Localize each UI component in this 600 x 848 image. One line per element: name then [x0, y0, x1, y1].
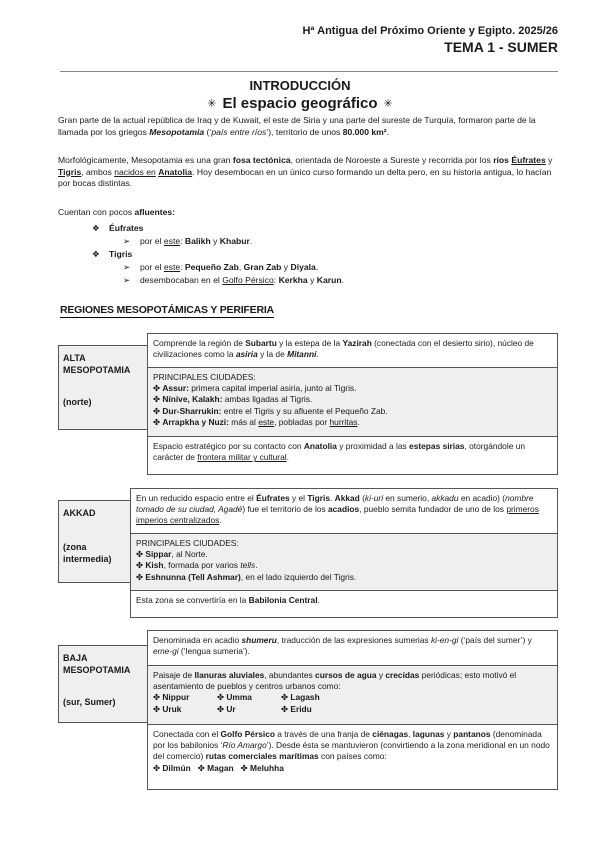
cross-bullet-icon: ✤ [153, 416, 161, 427]
baja-label: BAJA MESOPOTAMIA (sur, Sumer) [58, 645, 148, 723]
list-item: ❖ Tigris [92, 249, 133, 259]
diamond-bullet-icon: ❖ [92, 249, 100, 259]
cross-bullet-icon: ✤ [153, 383, 161, 394]
cross-bullet-icon: ✤ [153, 405, 161, 416]
cross-bullet-icon: ✤ [217, 703, 225, 714]
document-header [302, 24, 558, 56]
list-item: ✤ Lagash [281, 692, 320, 703]
baja-landscape: Paisaje de llanuras aluviales, abundantes cursos de agua y crecidas periódicas; esto motivó el asentamiento de pueblos y centros urbanos como: ✤ Nippur ✤ Umma ✤ Lagash ✤ Uruk ✤ Ur ✤ Eridu [148, 666, 557, 725]
list-item: ✤ Ur [217, 703, 236, 714]
course-title: Hª Antigua del Próximo Oriente y Egipto. 2025/26 [302, 25, 558, 37]
list-item: ❖ Éufrates [92, 223, 144, 233]
arrow-bullet-icon: ➢ [123, 262, 131, 272]
akkad-note: Esta zona se convertiría en la Babilonia Central. [136, 595, 320, 605]
star-icon: ✳ [207, 98, 217, 110]
alta-box [147, 333, 558, 475]
paragraph-intro: Gran parte de la actual república de Iraq y de Kuwait, el este de Siria y una parte del sureste de Turquía, formaron parte de la llamada por los griegos Mesopotamia (‘país entre ríos’), territorio de unos 80.000 km². [58, 115, 536, 137]
arrow-bullet-icon: ➢ [123, 236, 131, 246]
section-heading [0, 77, 600, 114]
list-item: ✤ Dilmún [153, 762, 191, 773]
cross-bullet-icon: ✤ [153, 762, 161, 773]
topic-title: TEMA 1 - SUMER [444, 39, 558, 55]
list-item: ✤ Magan [197, 762, 234, 773]
list-item: ✤ Umma [217, 692, 252, 703]
cross-bullet-icon: ✤ [136, 560, 144, 571]
cross-bullet-icon: ✤ [153, 692, 161, 703]
list-item: ✤ Nínive, Kalakh: ambas ligadas al Tigris. [153, 394, 313, 405]
list-item: ➢ desembocaban en el Golfo Pérsico: Kerkha y Karun. [123, 275, 345, 285]
header-divider [60, 71, 558, 72]
akkad-cities: PRINCIPALES CIUDADES: ✤ Sippar, al Norte. ✤ Kish, formada por varios tells. ✤ Eshnunna (Tell Ashmar), en el lado izquierdo del Tigris. [131, 534, 557, 591]
list-item: ✤ Meluhha [240, 762, 284, 773]
cross-bullet-icon: ✤ [136, 549, 144, 560]
cross-bullet-icon: ✤ [217, 692, 225, 703]
list-item: ✤ Eshnunna (Tell Ashmar), en el lado izquierdo del Tigris. [136, 571, 357, 582]
akkad-description: En un reducido espacio entre el Éufrates y el Tigris. Akkad (ki-uri en sumerio, akkadu en acadio) (nombre tomado de su ciudad, Agadé) fue el territorio de los acadios, pueblo semita fundador de uno de los primeros imperios centralizados. [131, 489, 557, 534]
list-item: ✤ Arrapkha y Nuzi: más al este, pobladas por hurritas. [153, 416, 360, 427]
akkad-label: AKKAD (zona intermedia) [58, 500, 131, 583]
baja-cities-grid [153, 692, 552, 714]
cross-bullet-icon: ✤ [153, 394, 161, 405]
cross-bullet-icon: ✤ [281, 692, 289, 703]
list-item: ✤ Nippur [153, 692, 190, 703]
tributaries-list [92, 222, 344, 287]
baja-trade: Conectada con el Golfo Pérsico a través de una franja de ciénagas, lagunas y pantanos (denominada por los babilonios ‘Río Amargo’). Desde ésta se mantuvieron (convirtiendo a la zona meridional en un nodo del comercio) rutas comerciales marítimas con países como: ✤ Dilmún ✤ Magan ✤ Meluhha [148, 725, 557, 778]
alta-strategic-note: Espacio estratégico por su contacto con Anatolia y proximidad a las estepas sirias, otorgándole un carácter de frontera militar y cultural. [153, 441, 526, 463]
subtitle: ✳ El espacio geográfico ✳ [207, 95, 393, 112]
cross-bullet-icon: ✤ [136, 571, 144, 582]
paragraph-morphology: Morfológicamente, Mesopotamia es una gran fosa tectónica, orientada de Noroeste a Sureste y recorrida por los ríos Éufrates y Tigris, ambos nacidos en Anatolia. Hoy desembocan en un único curso formando un delta pero, en su historia antigua, lo hacían por bocas distintas. [58, 155, 553, 188]
regions-section-title: REGIONES MESOPOTÁMICAS Y PERIFERIA [60, 304, 274, 316]
cross-bullet-icon: ✤ [197, 762, 205, 773]
list-item: ➢ por el este: Pequeño Zab, Gran Zab y Diyala. [123, 262, 319, 272]
baja-description: Denominada en acadio shumeru, traducción de las expresiones sumerias ki-en-gi (‘país del sumer’) y eme-gi (‘lengua sumeria’). [148, 631, 557, 666]
cross-bullet-icon: ✤ [281, 703, 289, 714]
list-item: ➢ por el este: Balikh y Khabur. [123, 236, 253, 246]
list-item: ✤ Dur-Sharrukin: entre el Tigris y su afluente el Pequeño Zab. [153, 405, 388, 416]
list-item: ✤ Uruk [153, 703, 182, 714]
akkad-box [130, 488, 558, 618]
alta-label: ALTA MESOPOTAMIA (norte) [58, 345, 148, 430]
alta-description: Comprende la región de Subartu y la estepa de la Yazirah (conectada con el desierto sirio), núcleo de civilizaciones como la asiria y la de Mitanni. [148, 334, 557, 368]
arrow-bullet-icon: ➢ [123, 275, 131, 285]
cross-bullet-icon: ✤ [240, 762, 248, 773]
paragraph-tributaries: Cuentan con pocos afluentes: [58, 207, 176, 217]
alta-cities: PRINCIPALES CIUDADES: ✤ Assur: primera capital imperial asiria, junto al Tigris. ✤ Nínive, Kalakh: ambas ligadas al Tigris. ✤ Dur-Sharrukin: entre el Tigris y su afluente el Pequeño Zab. ✤ Arrapkha y Nuzi: más al este, pobladas por hurritas. [148, 368, 557, 437]
star-icon: ✳ [383, 98, 393, 110]
list-item: ✤ Eridu [281, 703, 312, 714]
list-item: ✤ Sippar, al Norte. [136, 549, 208, 560]
intro-title: INTRODUCCIÓN [249, 78, 351, 93]
list-item: ✤ Kish, formada por varios tells. [136, 560, 258, 571]
list-item: ✤ Assur: primera capital imperial asiria, junto al Tigris. [153, 383, 357, 394]
cross-bullet-icon: ✤ [153, 703, 161, 714]
diamond-bullet-icon: ❖ [92, 223, 100, 233]
baja-box [147, 630, 558, 790]
trade-partners [153, 763, 552, 774]
